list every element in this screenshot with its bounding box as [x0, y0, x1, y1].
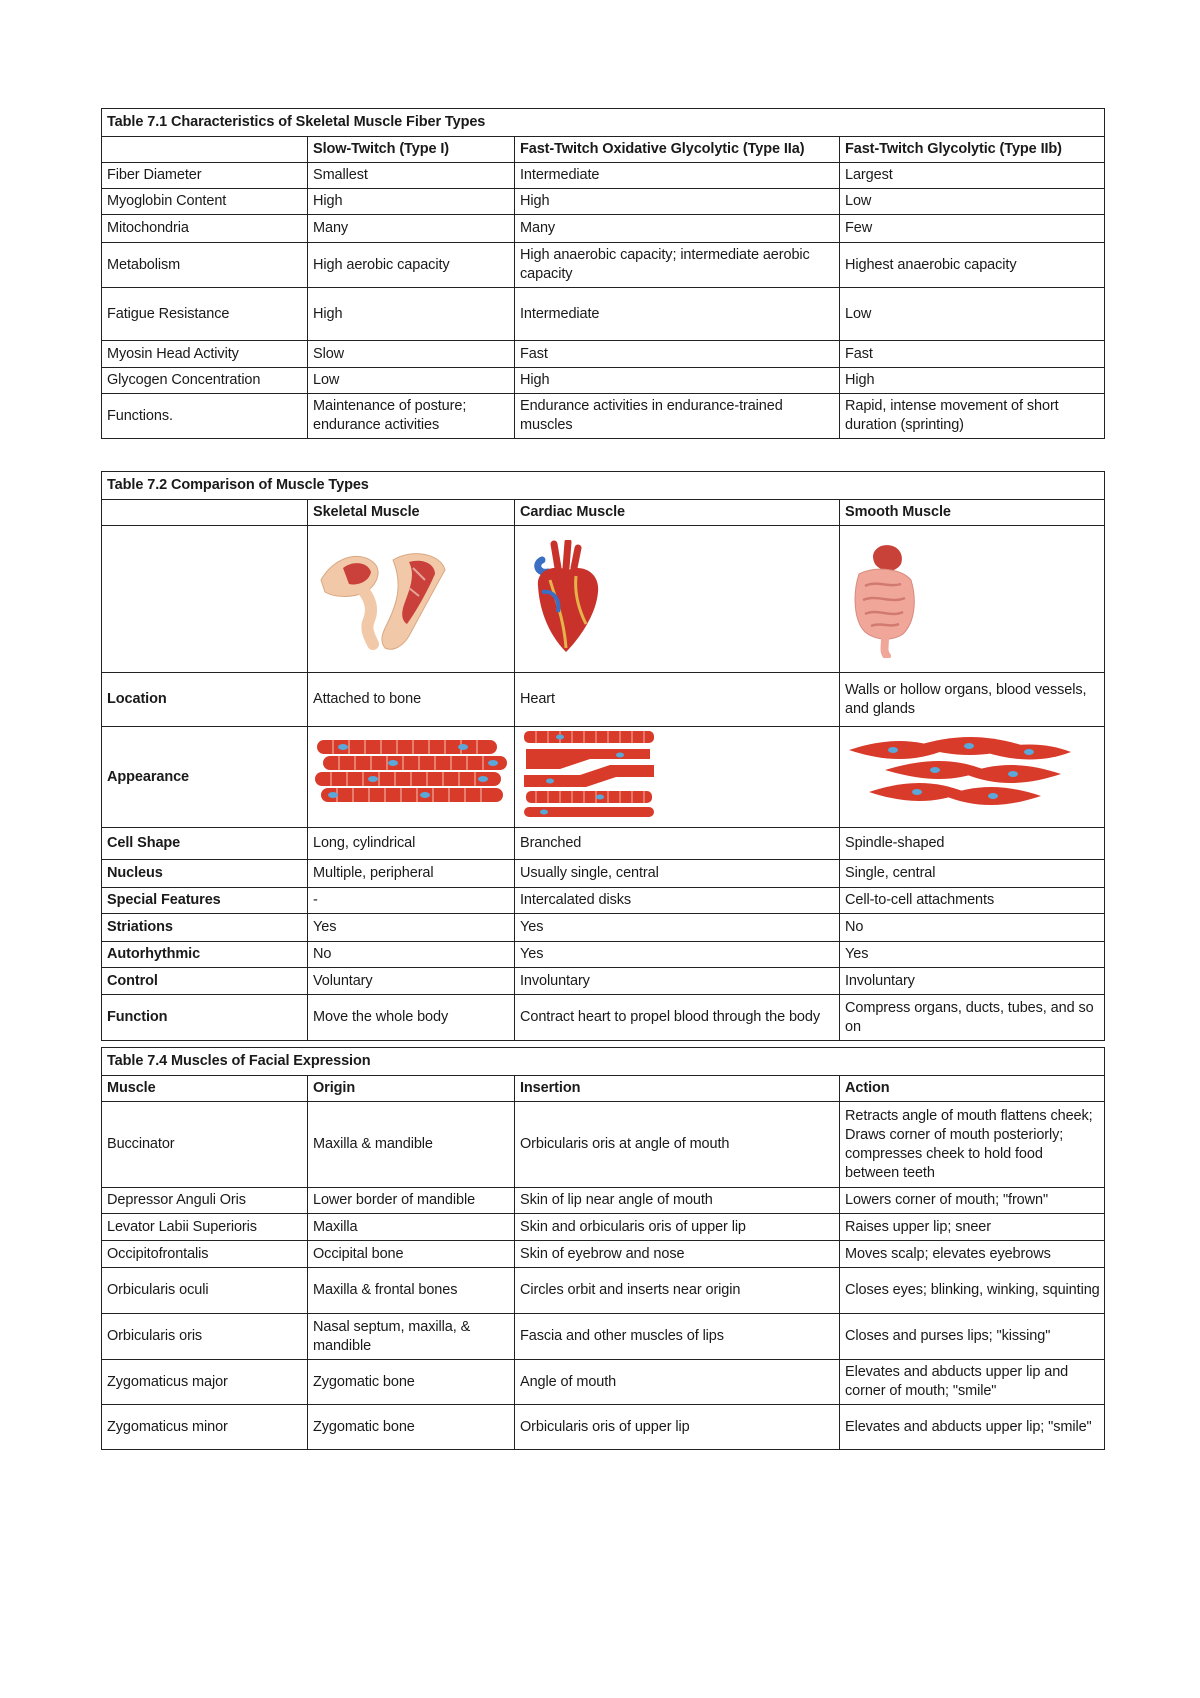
- fiber-types-table: [101, 108, 1105, 439]
- intestine-illustration: [845, 540, 925, 658]
- row-label: Appearance: [102, 727, 308, 828]
- table-row: [102, 1360, 1105, 1405]
- table-title: Table 7.4 Muscles of Facial Expression: [102, 1048, 1105, 1076]
- cell: Raises upper lip; sneer: [840, 1214, 1105, 1241]
- arm-muscle-illustration: [313, 540, 463, 658]
- cell: Angle of mouth: [515, 1360, 840, 1405]
- cell: Attached to bone: [308, 673, 515, 727]
- cell: Rapid, intense movement of short duration (sprinting): [840, 394, 1105, 439]
- table-row: [102, 215, 1105, 243]
- cell: Skin of lip near angle of mouth: [515, 1188, 840, 1214]
- table-row: [102, 1214, 1105, 1241]
- table-row: [102, 1102, 1105, 1188]
- row-label: Orbicularis oris: [102, 1314, 308, 1360]
- table-row: [102, 968, 1105, 995]
- cell: Maxilla & frontal bones: [308, 1268, 515, 1314]
- cell: Spindle-shaped: [840, 828, 1105, 860]
- cell: Maxilla & mandible: [308, 1102, 515, 1188]
- row-label: Buccinator: [102, 1102, 308, 1188]
- skeletal-fibers-illustration: [313, 736, 509, 812]
- table-row: [102, 368, 1105, 394]
- cell: High: [515, 368, 840, 394]
- skeletal-image-cell: [308, 526, 515, 673]
- row-label: Orbicularis oculi: [102, 1268, 308, 1314]
- cell: Low: [308, 368, 515, 394]
- cell: Endurance activities in endurance-trained muscles: [515, 394, 840, 439]
- row-label: Control: [102, 968, 308, 995]
- table-row: [102, 828, 1105, 860]
- row-label: Zygomaticus minor: [102, 1405, 308, 1450]
- cell: Intermediate: [515, 288, 840, 341]
- row-label: Location: [102, 673, 308, 727]
- cell: Many: [515, 215, 840, 243]
- table-row: [102, 942, 1105, 968]
- cell: Long, cylindrical: [308, 828, 515, 860]
- cell: Closes and purses lips; "kissing": [840, 1314, 1105, 1360]
- cell: High: [840, 368, 1105, 394]
- table-row: [102, 914, 1105, 942]
- cell: Intermediate: [515, 163, 840, 189]
- header-cell: [102, 137, 308, 163]
- cell: High: [515, 189, 840, 215]
- cell: High anaerobic capacity; intermediate aerobic capacity: [515, 243, 840, 288]
- cell: Yes: [515, 914, 840, 942]
- cell: Zygomatic bone: [308, 1405, 515, 1450]
- cell: Yes: [840, 942, 1105, 968]
- cell: Orbicularis oris at angle of mouth: [515, 1102, 840, 1188]
- cell: Low: [840, 189, 1105, 215]
- table-row: [102, 1188, 1105, 1214]
- cell: Orbicularis oris of upper lip: [515, 1405, 840, 1450]
- cell: Occipital bone: [308, 1241, 515, 1268]
- cell: Skin of eyebrow and nose: [515, 1241, 840, 1268]
- table-row: [102, 888, 1105, 914]
- table-row: [102, 1405, 1105, 1450]
- cell: No: [840, 914, 1105, 942]
- row-label: Striations: [102, 914, 308, 942]
- cell: Lower border of mandible: [308, 1188, 515, 1214]
- table-row: [102, 243, 1105, 288]
- table-row: [102, 394, 1105, 439]
- cardiac-image-cell: [515, 526, 840, 673]
- row-label: Mitochondria: [102, 215, 308, 243]
- table-row: [102, 288, 1105, 341]
- cell: Walls or hollow organs, blood vessels, and glands: [840, 673, 1105, 727]
- header-cell: Origin: [308, 1076, 515, 1102]
- row-label: Functions.: [102, 394, 308, 439]
- heart-illustration: [520, 540, 610, 658]
- cell: High: [308, 189, 515, 215]
- row-label: Zygomaticus major: [102, 1360, 308, 1405]
- cell: Branched: [515, 828, 840, 860]
- cardiac-cells-cell: [515, 727, 840, 828]
- header-cell: Insertion: [515, 1076, 840, 1102]
- cell: Slow: [308, 341, 515, 368]
- cell: Low: [840, 288, 1105, 341]
- row-label: Levator Labii Superioris: [102, 1214, 308, 1241]
- table-row: [102, 341, 1105, 368]
- cell: Zygomatic bone: [308, 1360, 515, 1405]
- row-label: Metabolism: [102, 243, 308, 288]
- table-row: [102, 1241, 1105, 1268]
- row-label: Fatigue Resistance: [102, 288, 308, 341]
- row-label: Function: [102, 995, 308, 1041]
- cell: Fast: [515, 341, 840, 368]
- cell: Cell-to-cell attachments: [840, 888, 1105, 914]
- cell: High: [308, 288, 515, 341]
- row-label: Fiber Diameter: [102, 163, 308, 189]
- row-label: Special Features: [102, 888, 308, 914]
- cell: Many: [308, 215, 515, 243]
- table-title: Table 7.2 Comparison of Muscle Types: [102, 472, 1105, 500]
- cell: Smallest: [308, 163, 515, 189]
- row-label: Autorhythmic: [102, 942, 308, 968]
- cell: Skin and orbicularis oris of upper lip: [515, 1214, 840, 1241]
- cell: Elevates and abducts upper lip and corner of mouth; "smile": [840, 1360, 1105, 1405]
- cell: Multiple, peripheral: [308, 860, 515, 888]
- cell: Few: [840, 215, 1105, 243]
- cell: Heart: [515, 673, 840, 727]
- cell: Fast: [840, 341, 1105, 368]
- table-row: [102, 189, 1105, 215]
- cell: Compress organs, ducts, tubes, and so on: [840, 995, 1105, 1041]
- table-title: Table 7.1 Characteristics of Skeletal Muscle Fiber Types: [102, 109, 1105, 137]
- row-label: Myosin Head Activity: [102, 341, 308, 368]
- empty-cell: [102, 526, 308, 673]
- table-row: [102, 673, 1105, 727]
- muscle-types-table: [101, 471, 1105, 1041]
- cell: Yes: [515, 942, 840, 968]
- row-label: Nucleus: [102, 860, 308, 888]
- smooth-image-cell: [840, 526, 1105, 673]
- facial-muscles-table: [101, 1047, 1105, 1450]
- cell: -: [308, 888, 515, 914]
- cell: Involuntary: [840, 968, 1105, 995]
- row-label: Cell Shape: [102, 828, 308, 860]
- cell: Involuntary: [515, 968, 840, 995]
- header-cell: Action: [840, 1076, 1105, 1102]
- header-cell: Muscle: [102, 1076, 308, 1102]
- cell: Voluntary: [308, 968, 515, 995]
- table-row: [102, 1268, 1105, 1314]
- cell: Contract heart to propel blood through the body: [515, 995, 840, 1041]
- cell: Nasal septum, maxilla, & mandible: [308, 1314, 515, 1360]
- header-cell: Cardiac Muscle: [515, 500, 840, 526]
- cell: Highest anaerobic capacity: [840, 243, 1105, 288]
- header-cell: Fast-Twitch Glycolytic (Type IIb): [840, 137, 1105, 163]
- table-row: [102, 163, 1105, 189]
- cell: High aerobic capacity: [308, 243, 515, 288]
- cell: No: [308, 942, 515, 968]
- skeletal-cells-cell: [308, 727, 515, 828]
- row-label: Myoglobin Content: [102, 189, 308, 215]
- header-cell: [102, 500, 308, 526]
- table-row: [102, 995, 1105, 1041]
- row-label: Occipitofrontalis: [102, 1241, 308, 1268]
- table-row: [102, 1314, 1105, 1360]
- cell: Intercalated disks: [515, 888, 840, 914]
- cell: Closes eyes; blinking, winking, squinting: [840, 1268, 1105, 1314]
- smooth-fibers-illustration: [845, 732, 1075, 816]
- cell: Single, central: [840, 860, 1105, 888]
- header-cell: Skeletal Muscle: [308, 500, 515, 526]
- cell: Moves scalp; elevates eyebrows: [840, 1241, 1105, 1268]
- cell: Yes: [308, 914, 515, 942]
- header-cell: Fast-Twitch Oxidative Glycolytic (Type IIa): [515, 137, 840, 163]
- cell: Maxilla: [308, 1214, 515, 1241]
- image-row: [102, 526, 1105, 673]
- cell: Elevates and abducts upper lip; "smile": [840, 1405, 1105, 1450]
- header-cell: Slow-Twitch (Type I): [308, 137, 515, 163]
- appearance-row: [102, 727, 1105, 828]
- cell: Move the whole body: [308, 995, 515, 1041]
- cell: Usually single, central: [515, 860, 840, 888]
- cell: Fascia and other muscles of lips: [515, 1314, 840, 1360]
- cell: Maintenance of posture; endurance activities: [308, 394, 515, 439]
- row-label: Depressor Anguli Oris: [102, 1188, 308, 1214]
- cardiac-fibers-illustration: [520, 729, 660, 819]
- cell: Largest: [840, 163, 1105, 189]
- smooth-cells-cell: [840, 727, 1105, 828]
- header-cell: Smooth Muscle: [840, 500, 1105, 526]
- row-label: Glycogen Concentration: [102, 368, 308, 394]
- cell: Retracts angle of mouth flattens cheek; Draws corner of mouth posteriorly; compresses cheek to hold food between teeth: [840, 1102, 1105, 1188]
- table-row: [102, 860, 1105, 888]
- cell: Lowers corner of mouth; "frown": [840, 1188, 1105, 1214]
- cell: Circles orbit and inserts near origin: [515, 1268, 840, 1314]
